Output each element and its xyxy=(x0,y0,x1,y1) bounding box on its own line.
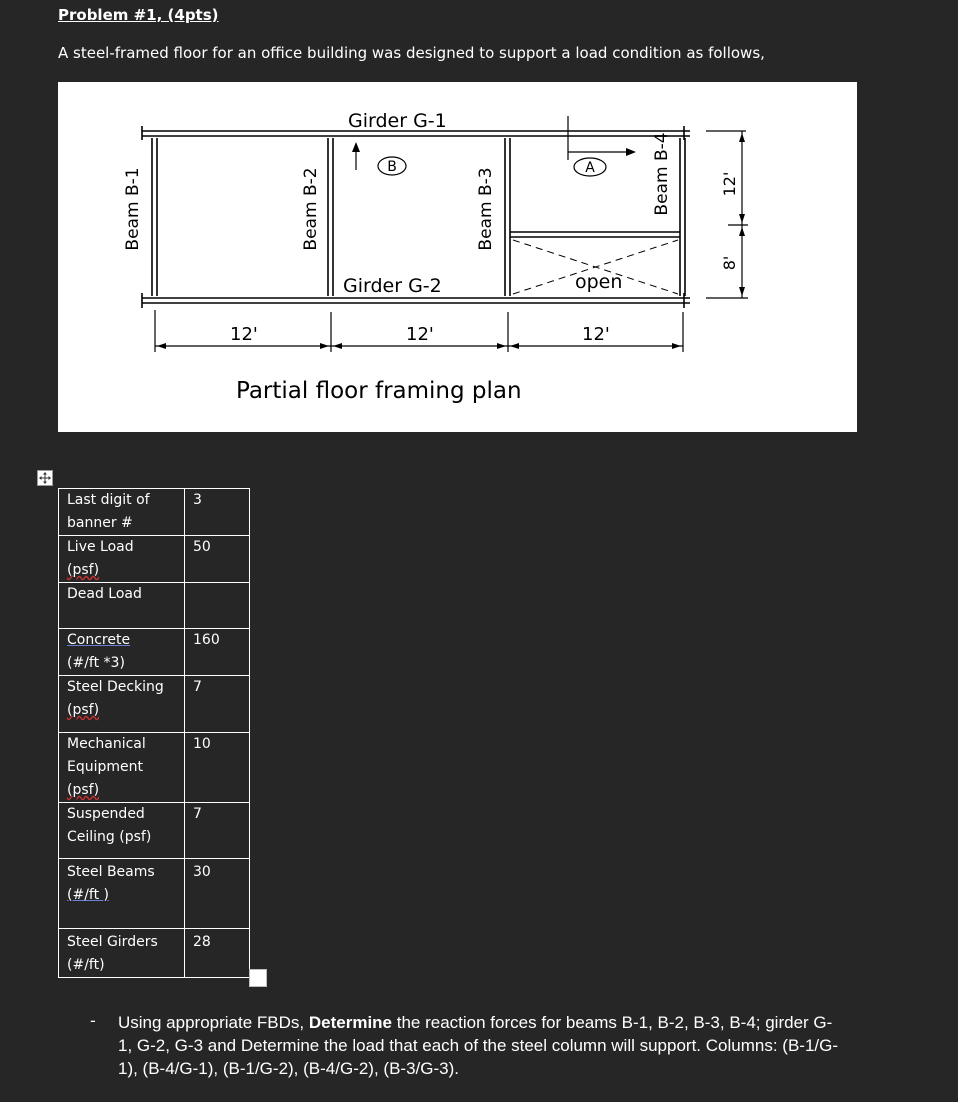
steel-girders-value[interactable]: 28 xyxy=(185,929,250,978)
open-label: open xyxy=(575,271,623,293)
beam-b3 xyxy=(505,138,510,296)
banner-value[interactable]: 3 xyxy=(185,489,250,536)
problem-title: Problem #1, (4pts) xyxy=(58,6,219,24)
girder-g1-label: Girder G-1 xyxy=(348,110,447,132)
table-row xyxy=(59,536,250,583)
table-end-marker xyxy=(249,969,267,987)
load-table xyxy=(58,488,250,978)
banner-label: Last digit of banner # xyxy=(59,489,185,536)
table-move-handle-icon[interactable] xyxy=(37,470,53,486)
dead-load-label: Dead Load xyxy=(59,583,185,629)
dim-lower-label: 8' xyxy=(720,255,739,271)
right-dimension xyxy=(706,131,748,298)
mechanical-equipment-value[interactable]: 10 xyxy=(185,733,250,803)
table-row xyxy=(59,733,250,803)
beam-b4 xyxy=(680,138,685,296)
beam-b4-label: Beam B-4 xyxy=(652,132,672,216)
span-2-label: 12' xyxy=(406,324,434,345)
steel-beams-label: Steel Beams (#/ft ) xyxy=(59,859,185,929)
floor-framing-plan xyxy=(58,82,857,432)
table-row xyxy=(59,803,250,859)
point-a-marker xyxy=(568,116,636,176)
steel-decking-label: Steel Decking (psf) xyxy=(59,676,185,733)
beam-b3-label: Beam B-3 xyxy=(476,167,496,251)
table-row xyxy=(59,629,250,676)
steel-decking-value[interactable]: 7 xyxy=(185,676,250,733)
mechanical-equipment-label: Mechanical Equipment (psf) xyxy=(59,733,185,803)
point-b-label: B xyxy=(387,159,397,175)
task-instructions: Using appropriate FBDs, Determine the reaction forces for beams B-1, B-2, B-3, B-4; girder G-1, G-2, G-3 and Determine the load that each of the steel column will support. Columns: (B-1/G-1), (B-4/G-1), (B-1/G-2), (B-4/G-2), (B-3/G-3). xyxy=(118,1013,839,1078)
girder-g3 xyxy=(510,232,680,237)
plan-caption: Partial floor framing plan xyxy=(236,378,522,404)
table-row xyxy=(59,583,250,629)
list-bullet: - xyxy=(90,1011,96,1030)
concrete-value[interactable]: 160 xyxy=(185,629,250,676)
live-load-value[interactable]: 50 xyxy=(185,536,250,583)
span-3-label: 12' xyxy=(582,324,610,345)
beam-b1 xyxy=(152,138,157,296)
point-a-label: A xyxy=(585,160,595,176)
beam-b1-label: Beam B-1 xyxy=(123,167,143,251)
suspended-ceiling-value[interactable]: 7 xyxy=(185,803,250,859)
beam-b2-label: Beam B-2 xyxy=(301,167,321,251)
steel-beams-value[interactable]: 30 xyxy=(185,859,250,929)
dead-load-value[interactable] xyxy=(185,583,250,629)
table-row xyxy=(59,489,250,536)
steel-girders-label: Steel Girders (#/ft) xyxy=(59,929,185,978)
live-load-label: Live Load (psf) xyxy=(59,536,185,583)
table-row xyxy=(59,859,250,929)
table-row xyxy=(59,929,250,978)
girder-g2-label: Girder G-2 xyxy=(343,275,442,297)
beam-b2 xyxy=(328,138,333,296)
concrete-label: Concrete (#/ft *3) xyxy=(59,629,185,676)
problem-intro: A steel-framed floor for an office building was designed to support a load condition as follows, xyxy=(58,44,765,62)
table-row xyxy=(59,676,250,733)
span-1-label: 12' xyxy=(230,324,258,345)
point-b-marker xyxy=(352,142,406,175)
suspended-ceiling-label: Suspended Ceiling (psf) xyxy=(59,803,185,859)
dim-upper-label: 12' xyxy=(720,171,739,197)
